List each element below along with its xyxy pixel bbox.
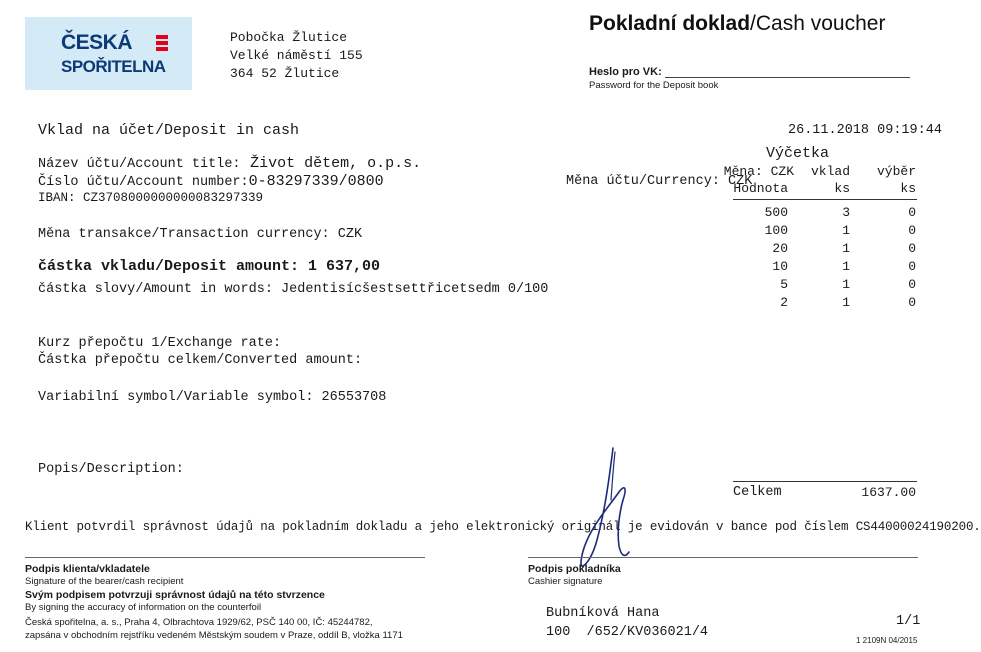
deposit-datetime: 26.11.2018 09:19:44 [788, 123, 942, 138]
row-value: 100 [764, 223, 788, 238]
account-title-value: Život dětem, o.p.s. [250, 155, 422, 172]
row-withdraw: 0 [908, 205, 916, 220]
row-value: 10 [772, 259, 788, 274]
col-currency-header: Měna: CZK [723, 164, 794, 179]
confirm-statement: Svým podpisem potvrzuji správnost údajů na této stvrzence [25, 589, 325, 601]
logo-line-2: SPOŘITELNA [61, 57, 166, 76]
row-withdraw: 0 [908, 223, 916, 238]
row-deposit: 1 [842, 295, 850, 310]
row-withdraw: 0 [908, 241, 916, 256]
account-currency: Měna účtu/Currency: CZK [566, 174, 753, 189]
password-line [665, 77, 910, 78]
exchange-rate: Kurz přepočtu 1/Exchange rate: [38, 336, 282, 351]
row-value: 500 [764, 205, 788, 220]
account-number-line [38, 172, 384, 190]
branch-city: 364 52 Žlutice [230, 66, 340, 81]
bank-mark-icon [153, 33, 171, 53]
password-sub: Password for the Deposit book [589, 80, 719, 91]
total-label: Celkem [733, 485, 782, 500]
password-label: Heslo pro VK: [589, 66, 662, 78]
account-number-value: 0-83297339/0800 [248, 173, 384, 190]
client-signature-sub: Signature of the bearer/cash recipient [25, 576, 184, 587]
cashier-code: 100 /652/KV036021/4 [546, 625, 709, 640]
variable-symbol: Variabilní symbol/Variable symbol: 26553708 [38, 390, 387, 405]
row-value: 20 [772, 241, 788, 256]
bank-logo [25, 17, 192, 90]
confirm-statement-sub: By signing the accuracy of information on the counterfoil [25, 602, 262, 613]
row-withdraw: 0 [908, 295, 916, 310]
row-withdraw: 0 [908, 259, 916, 274]
confirmation-text: Klient potvrdil správnost údajů na pokladním dokladu a jeho elektronický originál je evidován v bance pod číslem CS44000024190200. [25, 520, 981, 534]
legal-line-1: Česká spořitelna, a. s., Praha 4, Olbrachtova 1929/62, PSČ 140 00, IČ: 45244782, [25, 617, 373, 628]
account-title-line [38, 154, 421, 172]
legal-line-2: zapsána v obchodním rejstříku vedeném Městským soudem v Praze, oddíl B, vložka 1171 [25, 630, 403, 641]
row-value: 2 [780, 295, 788, 310]
form-code: 1 2109N 04/2015 [856, 636, 918, 645]
breakdown-title: Výčetka [766, 145, 830, 162]
col-value-header: Hodnota [733, 181, 788, 196]
deposit-amount: částka vkladu/Deposit amount: 1 637,00 [38, 258, 381, 275]
description-label: Popis/Description: [38, 462, 184, 477]
row-deposit: 1 [842, 277, 850, 292]
total-value: 1637.00 [861, 485, 916, 500]
row-deposit: 1 [842, 223, 850, 238]
cashier-signature-label: Podpis pokladníka [528, 563, 621, 575]
row-deposit: 1 [842, 259, 850, 274]
row-withdraw: 0 [908, 277, 916, 292]
col-withdraw-header: výběr [876, 164, 916, 179]
row-deposit: 1 [842, 241, 850, 256]
cashier-signature-rule [528, 557, 918, 558]
transaction-currency: Měna transakce/Transaction currency: CZK [38, 227, 363, 242]
col-withdraw-unit: ks [900, 181, 916, 196]
cashier-signature-sub: Cashier signature [528, 576, 603, 587]
logo-line-1: ČESKÁ [61, 31, 133, 54]
branch-street: Velké náměstí 155 [230, 48, 363, 63]
row-deposit: 3 [842, 205, 850, 220]
account-number-label: Číslo účtu/Account number: [38, 175, 249, 190]
signature-scribble-icon [575, 440, 645, 580]
cashier-name: Bubníková Hana [546, 606, 660, 621]
title-cz: Pokladní doklad [589, 12, 751, 35]
account-title-label: Název účtu/Account title: [38, 157, 241, 172]
client-signature-rule [25, 557, 425, 558]
branch-name: Pobočka Žlutice [230, 30, 348, 45]
document-title [589, 12, 885, 36]
deposit-heading: Vklad na účet/Deposit in cash [38, 122, 300, 139]
col-deposit-unit: ks [834, 181, 850, 196]
iban: IBAN: CZ3708000000000083297339 [38, 191, 264, 205]
total-rule [733, 481, 917, 482]
title-en: /Cash voucher [750, 12, 886, 35]
converted-amount: Částka přepočtu celkem/Converted amount: [38, 353, 363, 368]
col-deposit-header: vklad [810, 164, 850, 179]
row-value: 5 [780, 277, 788, 292]
amount-in-words: částka slovy/Amount in words: Jedentisícšestsettřicetsedm 0/100 [38, 282, 549, 297]
page-number: 1/1 [896, 614, 921, 629]
breakdown-header-rule [733, 199, 917, 200]
client-signature-label: Podpis klienta/vkladatele [25, 563, 150, 575]
